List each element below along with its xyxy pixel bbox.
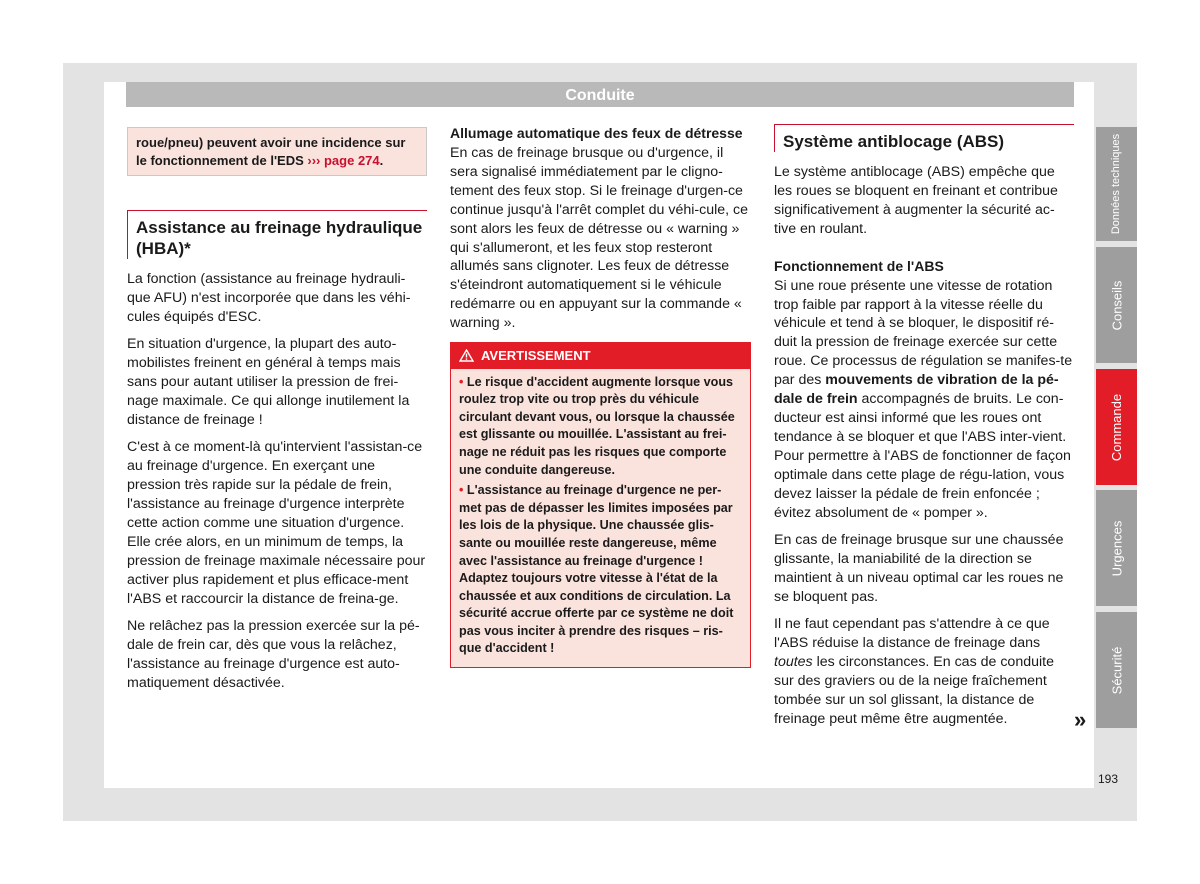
chapter-header: Conduite [126, 82, 1074, 107]
bullet-icon: • [459, 374, 464, 389]
section-heading-hba: Assistance au freinage hydraulique (HBA)* [127, 210, 427, 259]
warning-box [450, 342, 751, 669]
column-middle [450, 124, 751, 668]
column-left [127, 124, 427, 701]
subheading-abs-operation: Fonctionnement de l'ABS [774, 257, 944, 274]
continued-next-page-marker: » [1074, 707, 1087, 732]
paragraph: Il ne faut cependant pas s'attendre à ce que l'ABS réduise la distance de freinage dans toutes les circonstances. En cas de conduite sur des graviers ou de la neige fraîchement tombée sur un sol glissant, la distance de freinage peut même être augmentée. [774, 616, 1054, 727]
continued-note [127, 127, 427, 176]
warning-item: • L'assistance au freinage d'urgence ne per-met pas de dépasser les limites imposées par les lois de la physique. Une chaussée glis-sante ou mouillée reste dangereuse, même avec l'assistance au freinage d'urgence ! Adaptez toujours votre vitesse à l'état de la chaussée et aux conditions de circulation. La sécurité accrue offerte par ce système ne doit pas vous inciter à prendre des risques – ris-que d'accident ! [459, 483, 734, 656]
paragraph: Si une roue présente une vitesse de rotation trop faible par rapport à la vitesse réelle du véhicule et tend à se bloquer, le dispositif ré-duit la pression de freinage exercée sur cette roue. Ce processus de régulation se manifes-te par des mouvements de vibration de la pé-dale de frein accompagnés de bruits. Le con-ducteur est ainsi informé que les roues ont tendance à se bloquer et que l'ABS inter-vient. Pour permettre à l'ABS de fonctionner de façon optimale dans cette plage de régu-lation, vous devez laisser la pédale de frein enfoncée ; évitez absolument de « pomper ». [774, 277, 1073, 521]
warning-item: • Le risque d'accident augmente lorsque vous roulez trop vite ou trop près du véhicule circulant devant vous, ou lorsque la chaussée est glissante ou mouillée. L'assistant au frei-nage ne réduit pas les risques que comporte une conduite dangereuse. [459, 374, 735, 477]
page-number: 193 [1098, 772, 1119, 786]
tab-conseils[interactable]: Conseils [1096, 247, 1137, 363]
paragraph: Le système antiblocage (ABS) empêche que les roues se bloquent en freinant et contribue significativement à augmenter la sécurité ac-tive en roulant. [774, 164, 1058, 237]
paragraph: Ne relâchez pas la pression exercée sur la pé-dale de frein car, dès que vous la relâchez, l'assistance au freinage d'urgence est auto-matiquement désactivée. [127, 617, 420, 691]
warning-body [451, 369, 750, 668]
warning-header [451, 343, 750, 369]
paragraph: En cas de freinage brusque sur une chaussée glissante, la maniabilité de la direction se maintient à un niveau optimal car les roues ne se bloquent pas. [774, 531, 1064, 605]
subheading-hazard-lights: Allumage automatique des feux de détresse [450, 125, 743, 141]
warning-triangle-icon [459, 349, 474, 362]
tab-urgences[interactable]: Urgences [1096, 490, 1137, 606]
continued-note-text: roue/pneu) peuvent avoir une incidence sur le fonctionnement de l'EDS [136, 135, 406, 168]
continued-note-end: . [379, 153, 384, 168]
tab-securite[interactable]: Sécurité [1096, 612, 1137, 728]
paragraph: C'est à ce moment-là qu'intervient l'assistan-ce au freinage d'urgence. En exerçant une pression très rapide sur la pédale de frein, l'assistance au freinage d'urgence interprète cette action comme une situation d'urgence. Elle crée alors, en un minimum de temps, la pression de freinage maximale nécessaire pour activer plus rapidement et plus efficace-ment l'ABS et raccourcir la distance de freina-ge. [127, 439, 426, 607]
bullet-icon: • [459, 483, 464, 498]
column-right [774, 124, 1074, 737]
paragraph: La fonction (assistance au freinage hydrauli-que AFU) n'est incorporée que dans les véhi-cules équipés d'ESC. [127, 271, 411, 325]
section-heading-abs: Système antiblocage (ABS) [774, 124, 1074, 152]
page-reference-link[interactable]: ››› page 274 [307, 153, 380, 168]
paragraph: En situation d'urgence, la plupart des auto-mobilistes freinent en général à temps mais sans pour autant utiliser la pression de frei-nage maximale. Ce qui allonge inutilement la distance de freinage ! [127, 336, 410, 428]
tab-commande[interactable]: Commande [1096, 369, 1137, 485]
paragraph: En cas de freinage brusque ou d'urgence, il sera signalisé immédiatement par le cligno-tement des feux stop. Si le freinage d'urgen-ce continue jusqu'à l'arrêt complet du véhi-cule, ce sont alors les feux de détresse ou « warning » qui s'allumeront, et les feux stop resteront allumés sans clignoter. Les feux de détresse s'éteindront automatiquement si le véhicule redémarre ou en appuyant sur la commande « warning ». [450, 145, 748, 332]
warning-title: AVERTISSEMENT [481, 348, 591, 364]
tab-donnees-techniques[interactable]: Données techniques [1096, 127, 1137, 241]
